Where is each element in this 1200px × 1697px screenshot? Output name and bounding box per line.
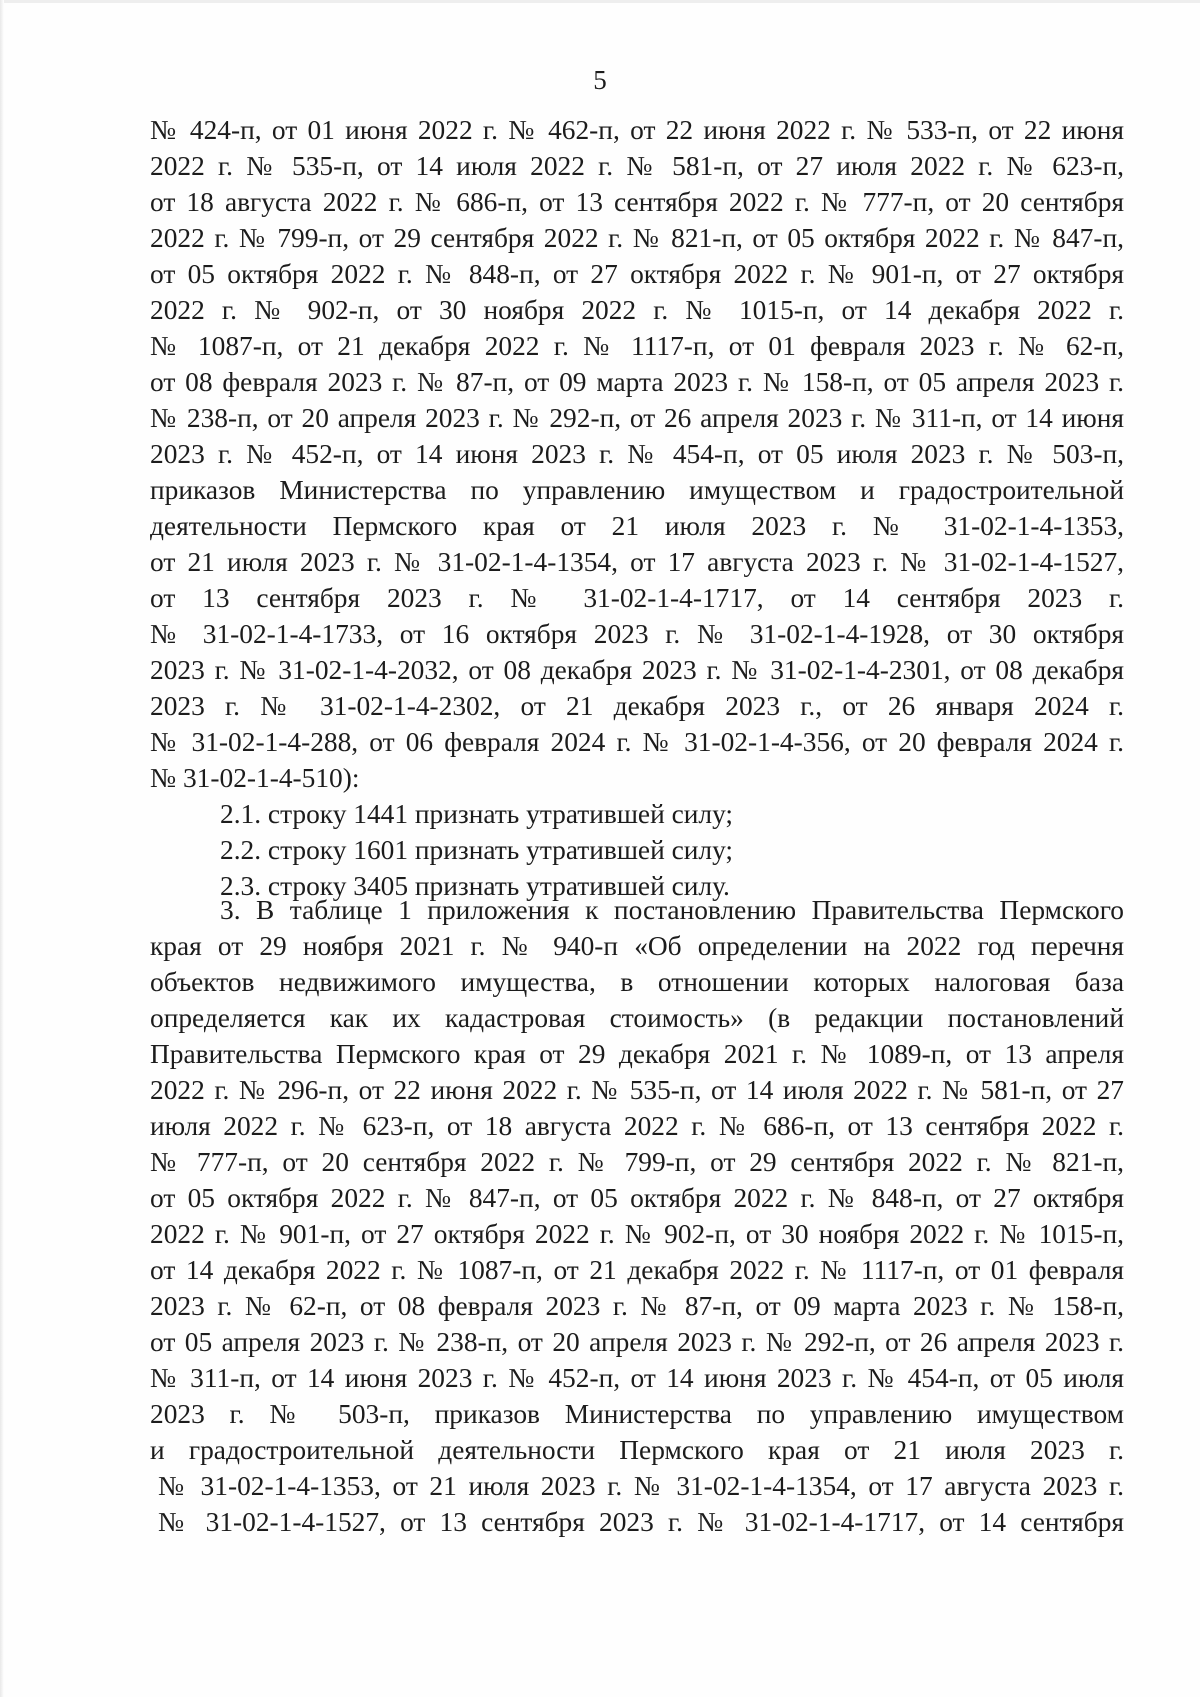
text-line: объектов недвижимого имущества, в отношении которых налоговая база — [150, 967, 1124, 997]
text-line: от 14 декабря 2022 г. № 1087-п, от 21 декабря 2022 г. № 1117-п, от 01 февраля — [150, 1255, 1124, 1285]
text-line: от 13 сентября 2023 г. № 31-02-1-4-1717, от 14 сентября 2023 г. — [150, 583, 1124, 613]
text-line: 2022 г. № 902-п, от 30 ноября 2022 г. № 1015-п, от 14 декабря 2022 г. — [150, 295, 1124, 325]
text-line: от 05 апреля 2023 г. № 238-п, от 20 апреля 2023 г. № 292-п, от 26 апреля 2023 г. — [150, 1327, 1124, 1357]
text-line: № 424-п, от 01 июня 2022 г. № 462-п, от 22 июня 2022 г. № 533-п, от 22 июня — [150, 115, 1124, 145]
list-item: 2.1. строку 1441 признать утратившей силу; — [220, 799, 734, 829]
text-line: от 18 августа 2022 г. № 686-п, от 13 сентября 2022 г. № 777-п, от 20 сентября — [150, 187, 1124, 217]
text-line: 2022 г. № 901-п, от 27 октября 2022 г. № 902-п, от 30 ноября 2022 г. № 1015-п, — [150, 1219, 1124, 1249]
text-line: 2023 г. № 503-п, приказов Министерства по управлению имуществом — [150, 1399, 1124, 1429]
text-line: и градостроительной деятельности Пермского края от 21 июля 2023 г. — [150, 1435, 1124, 1465]
text-line: от 08 февраля 2023 г. № 87-п, от 09 марта 2023 г. № 158-п, от 05 апреля 2023 г. — [150, 367, 1124, 397]
text-line: приказов Министерства по управлению имуществом и градостроительной — [150, 475, 1124, 505]
text-line: 2022 г. № 296-п, от 22 июня 2022 г. № 535-п, от 14 июля 2022 г. № 581-п, от 27 — [150, 1075, 1124, 1105]
text-line: 2023 г. № 31-02-1-4-2032, от 08 декабря 2023 г. № 31-02-1-4-2301, от 08 декабря — [150, 655, 1124, 685]
text-line: № 1087-п, от 21 декабря 2022 г. № 1117-п, от 01 февраля 2023 г. № 62-п, — [150, 331, 1124, 361]
text-line: 2023 г. № 31-02-1-4-2302, от 21 декабря 2023 г., от 26 января 2024 г. — [150, 691, 1124, 721]
text-line: 2022 г. № 799-п, от 29 сентября 2022 г. № 821-п, от 05 октября 2022 г. № 847-п, — [150, 223, 1124, 253]
text-line: 2023 г. № 452-п, от 14 июня 2023 г. № 454-п, от 05 июля 2023 г. № 503-п, — [150, 439, 1124, 469]
list-item: 2.3. строку 3405 признать утратившей силу. — [220, 871, 730, 901]
text-line: № 311-п, от 14 июня 2023 г. № 452-п, от 14 июня 2023 г. № 454-п, от 05 июля — [150, 1363, 1124, 1393]
page-number: 5 — [593, 65, 607, 95]
scan-edge-top — [0, 0, 1200, 3]
text-line: № 31-02-1-4-1733, от 16 октября 2023 г. № 31-02-1-4-1928, от 30 октября — [150, 619, 1124, 649]
text-line: № 238-п, от 20 апреля 2023 г. № 292-п, от 26 апреля 2023 г. № 311-п, от 14 июня — [150, 403, 1124, 433]
text-line: № 31-02-1-4-510): — [150, 763, 360, 793]
text-line: № 31-02-1-4-1353, от 21 июля 2023 г. № 31-02-1-4-1354, от 17 августа 2023 г. — [158, 1471, 1124, 1501]
text-line: от 05 октября 2022 г. № 847-п, от 05 октября 2022 г. № 848-п, от 27 октября — [150, 1183, 1124, 1213]
text-line: 2022 г. № 535-п, от 14 июля 2022 г. № 581-п, от 27 июля 2022 г. № 623-п, — [150, 151, 1124, 181]
text-line: № 31-02-1-4-288, от 06 февраля 2024 г. № 31-02-1-4-356, от 20 февраля 2024 г. — [150, 727, 1124, 757]
text-line: деятельности Пермского края от 21 июля 2023 г. № 31-02-1-4-1353, — [150, 511, 1124, 541]
paragraph-amendments-list — [150, 112, 1124, 904]
text-line: № 777-п, от 20 сентября 2022 г. № 799-п, от 29 сентября 2022 г. № 821-п, — [150, 1147, 1124, 1177]
text-line: 3. В таблице 1 приложения к постановлению Правительства Пермского — [220, 895, 1124, 925]
text-line: от 21 июля 2023 г. № 31-02-1-4-1354, от 17 августа 2023 г. № 31-02-1-4-1527, — [150, 547, 1124, 577]
paragraph-table-1-amendment — [150, 892, 1124, 1540]
text-line: 2023 г. № 62-п, от 08 февраля 2023 г. № 87-п, от 09 марта 2023 г. № 158-п, — [150, 1291, 1124, 1321]
text-line: определяется как их кадастровая стоимость» (в редакции постановлений — [150, 1003, 1124, 1033]
text-line: июля 2022 г. № 623-п, от 18 августа 2022 г. № 686-п, от 13 сентября 2022 г. — [150, 1111, 1124, 1141]
list-item: 2.2. строку 1601 признать утратившей силу; — [220, 835, 734, 865]
text-line: № 31-02-1-4-1527, от 13 сентября 2023 г. № 31-02-1-4-1717, от 14 сентября — [158, 1507, 1124, 1537]
text-line: края от 29 ноября 2021 г. № 940-п «Об определении на 2022 год перечня — [150, 931, 1124, 961]
scan-edge-left — [0, 0, 4, 1697]
text-line: Правительства Пермского края от 29 декабря 2021 г. № 1089-п, от 13 апреля — [150, 1039, 1124, 1069]
text-line: от 05 октября 2022 г. № 848-п, от 27 октября 2022 г. № 901-п, от 27 октября — [150, 259, 1124, 289]
